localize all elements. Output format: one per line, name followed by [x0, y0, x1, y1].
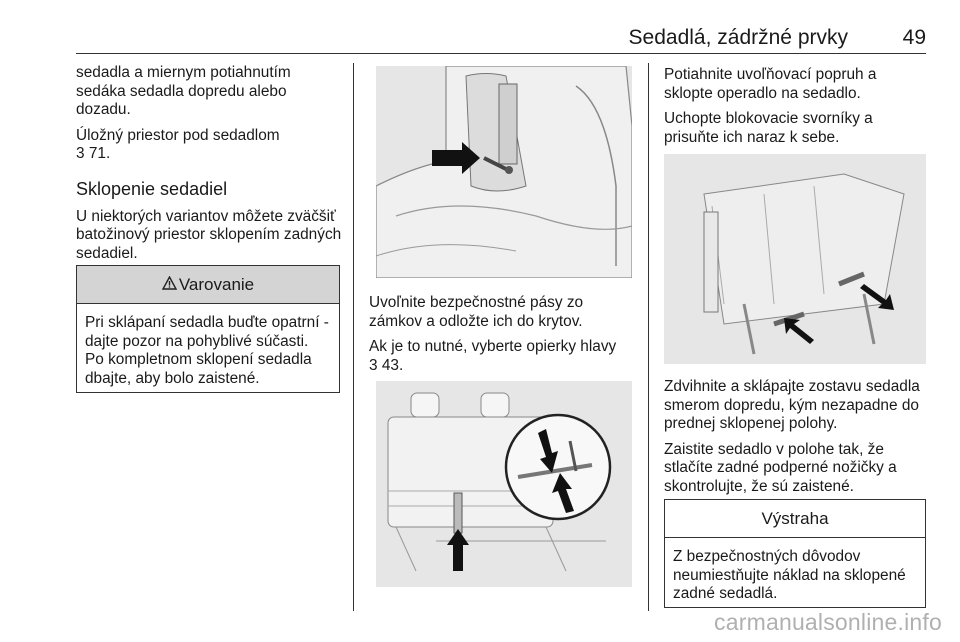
column-divider-1	[353, 63, 354, 611]
page-header	[76, 26, 926, 52]
column-3-lower	[664, 378, 930, 496]
page-reference: 3 71.	[76, 145, 111, 162]
paragraph: Zaistite sedadlo v polohe tak, že stlačíte zadné podperné nožičky a skontrolujte, že sú zaistené.	[664, 440, 897, 495]
notice-box	[664, 499, 926, 608]
paragraph: U niektorých variantov môžete zväčšiť batožinový priestor sklopením zadných sedadiel.	[76, 207, 342, 262]
headrest-illustration	[376, 381, 632, 587]
page-title: Sedadlá, zádržné prvky	[628, 26, 848, 49]
page-reference: 3 43.	[369, 356, 404, 374]
paragraph: Úložný priestor pod sedadlom	[76, 126, 280, 144]
seat-fold-illustration	[664, 154, 926, 364]
section-heading: Sklopenie sedadiel	[76, 178, 228, 199]
column-divider-2	[648, 63, 649, 611]
paragraph: Uvoľnite bezpečnostné pásy zo zámkov a odložte ich do krytov.	[369, 294, 584, 330]
header-rule	[76, 53, 926, 54]
paragraph: Uchopte blokovacie svorníky a prisuňte ich naraz k sebe.	[664, 110, 873, 146]
page-number: 49	[902, 26, 926, 49]
paragraph: Zdvihnite a sklápajte zostavu sedadla smerom dopredu, kým nezapadne do prednej sklopenej polohy.	[664, 378, 920, 432]
warning-triangle-icon	[162, 275, 177, 295]
column-1	[76, 64, 342, 263]
warning-box	[76, 265, 340, 393]
warning-text: Pri sklápaní sedadla buďte opatrní - dajte pozor na pohyblivé súčasti. Po kompletnom sklopení sedadla dbajte, aby bolo zaistené.	[85, 314, 329, 387]
notice-title: Výstraha	[761, 508, 829, 528]
warning-header	[77, 266, 339, 304]
warning-title: Varovanie	[178, 274, 255, 294]
seatbelt-illustration	[376, 66, 632, 278]
watermark: carmanualsonline.info	[714, 609, 942, 635]
notice-header	[665, 500, 925, 538]
column-3	[664, 66, 928, 147]
paragraph: sedadla a miernym potiahnutím sedáka sedadla dopredu alebo dozadu.	[76, 64, 291, 118]
notice-text: Z bezpečnostných dôvodov neumiestňujte náklad na sklopené zadné sedadlá.	[673, 548, 906, 602]
paragraph: Ak je to nutné, vyberte opierky hlavy	[369, 338, 617, 355]
column-2	[369, 294, 637, 375]
paragraph: Potiahnite uvoľňovací popruh a sklopte operadlo na sedadlo.	[664, 66, 877, 102]
